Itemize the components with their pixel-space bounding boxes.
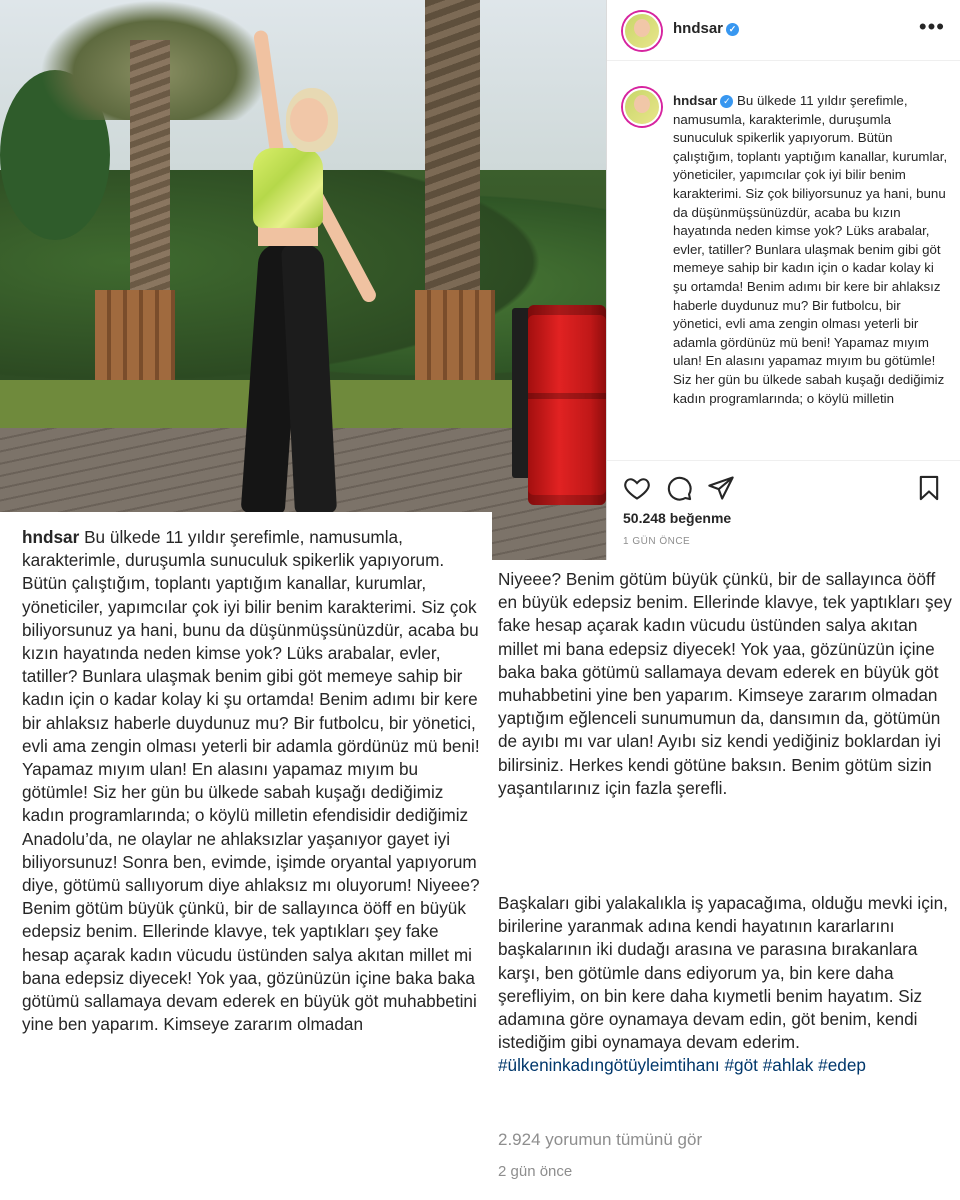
caption-left-body: Bu ülkede 11 yıldır şerefimle, namusumla, karakterimle, duruşumla sunuculuk spikerlik yapıyorum. Bütün çalıştığım, toplantı yaptığım kanallar, kurumlar, yöneticiler, yapımcılar çok iyi bilir benim karakterimi. Siz çok biliyorsunuz ya hani, bunu da düşünmüşsünüzdür, acaba bu kızın hayatında neden kimse yok? Lüks arabalar, evler, tatiller? Bunlara ulaşmak benim gibi göt memeye sahip bir kadın için o kadar kolay ki şu ortamda! Benim adımı bir kere bir ahlaksız haberle duydunuz mu? Bir futbolcu, bir yönetici, evli ama zengin olması yeterli bir adamla gördünüz mü beni! Yapamaz mıyım ulan! En alasını yapamaz mıyım bu götümle! Siz her gün bu ülkede sabah kuşağı dediğimiz kadın programlarında; o köylü milletin efendisidir dediğimiz Anadolu’da, ne olaylar ne ahlaksızlar yaşanıyor gayet iyi biliyorsunuz! Sonra ben, evimde, işimde oryantal yapıyorum diye, götümü sallıyorum diye ahlaksız mı oluyorum! Niyeee? Benim götüm büyük çünkü, bir de sallayınca ööff en büyük edepsiz benim. Ellerinde klavye, tek yaptıkları şey fake hesap açarak kadın vücudu üstünden salya akıtan millet mi bana edepsiz diyecek! Yok yaa, gözünüzün içine baka baka götümü sallamaya devam ederek en büyük göt muhabbetini yine ben yaparım. Kimseye zararım olmadan: [22, 527, 480, 1035]
photo-fence-right: [415, 290, 495, 390]
post-caption: [673, 92, 949, 408]
post-header: [607, 0, 960, 61]
likes-count[interactable]: 50.248 beğenme: [623, 510, 732, 526]
more-icon[interactable]: •••: [918, 14, 945, 39]
hashtag-link[interactable]: #edep: [818, 1055, 866, 1076]
caption-left-text: [22, 526, 482, 1036]
header-username[interactable]: [673, 20, 739, 37]
verified-badge-icon: ✓: [726, 23, 739, 36]
photo-barrel-red: [528, 305, 606, 505]
instagram-post-panel: [606, 0, 960, 560]
avatar[interactable]: [623, 12, 661, 50]
view-all-comments-link[interactable]: 2.924 yorumun tümünü gör: [498, 1130, 703, 1149]
caption-screenshot-left: [0, 512, 492, 1200]
hashtag-link[interactable]: #ahlak: [762, 1055, 814, 1076]
caption-avatar[interactable]: [623, 88, 661, 126]
figure-head: [290, 98, 328, 142]
caption-right-body-2: Başkaları gibi yalakalıkla iş yapacağıma, olduğu mevki için, birilerine yaranmak adına kendi hayatının kararlarını başkalarının iki dudağı arasına ve parasına bırakanlara karşı, ben götümle dans ediyorum ya, bin kere daha şerefliyim, on bin kere daha kıymetli benim hayatım. Siz adamına göre oynamaya devam edin, göt benim, kendi istediğim gibi oynamaya devam ederim.: [498, 893, 948, 1053]
bookmark-icon[interactable]: [915, 474, 943, 502]
caption-username[interactable]: hndsar: [673, 93, 718, 108]
username-text: hndsar: [673, 20, 724, 37]
hashtag-link[interactable]: #ülkeninkadıngötüyleimtihanı: [498, 1055, 720, 1076]
caption-body: Bu ülkede 11 yıldır şerefimle, namusumla, karakterimle, duruşumla sunuculuk spikerlik yapıyorum. Bütün çalıştığım, toplantı yaptığım kanallar, kurumlar, yöneticiler, yapımcılar çok iyi bilir benim karakterimi. Siz çok biliyorsunuz ya hani, bunu da düşünmüşsünüzdür, acaba bu kızın hayatında neden kimse yok? Lüks arabalar, evler, tatiller? Bunlara ulaşmak benim gibi göt memeye sahip bir kadın için o kadar kolay ki şu ortamda! Benim adımı bir kere bir ahlaksız haberle duydunuz mu? Bir futbolcu, bir yönetici, evli ama zengin olması yeterli bir adamla gördünüz mü beni! Yapamaz mıyım ulan! En alasını yapamaz mıyım bu götümle! Siz her gün bu ülkede sabah kuşağı dediğimiz kadın programlarında; o köylü milletin: [673, 93, 948, 406]
verified-badge-icon: ✓: [720, 95, 733, 108]
caption-screenshot-right: [492, 560, 960, 1200]
caption-left-username[interactable]: hndsar: [22, 527, 80, 547]
post-actions: [607, 468, 960, 508]
caption-right-text: Niyeee? Benim götüm büyük çünkü, bir de sallayınca ööff en büyük edepsiz benim. Ellerinde klavye, tek yaptıkları şey fake hesap açarak kadın vücudu üstünden salya akıtan millet mi bana edepsiz diyecek! Yok yaa, gözünüzün içine baka baka götümü sallamaya devam ederek en büyük göt muhabbetini yine ben yaparım. Kimseye zararım olmadan yaptığım eğlenceli sunumumun da, dansımın da, götümün de ayıbı mı var ulan! Ayıbı siz kendi yediğiniz boklardan iyi bilirsiniz. Herkes kendi götüne baksın. Benim götüm sizin yaşantılarınız için fazla şerefli.: [498, 569, 952, 798]
figure-waist: [258, 226, 318, 246]
post-caption-area: [607, 60, 960, 461]
post-photo: [0, 0, 606, 560]
figure-top: [253, 148, 323, 228]
photo-fence-left: [95, 290, 175, 390]
caption-timestamp: 2 gün önce: [498, 1163, 573, 1180]
share-icon[interactable]: [707, 474, 735, 502]
hashtag-link[interactable]: #göt: [724, 1055, 758, 1076]
caption-right-text-2: [498, 892, 954, 1078]
heart-icon[interactable]: [623, 474, 651, 502]
comment-icon[interactable]: [665, 474, 693, 502]
post-timestamp: 1 GÜN ÖNCE: [623, 536, 691, 547]
